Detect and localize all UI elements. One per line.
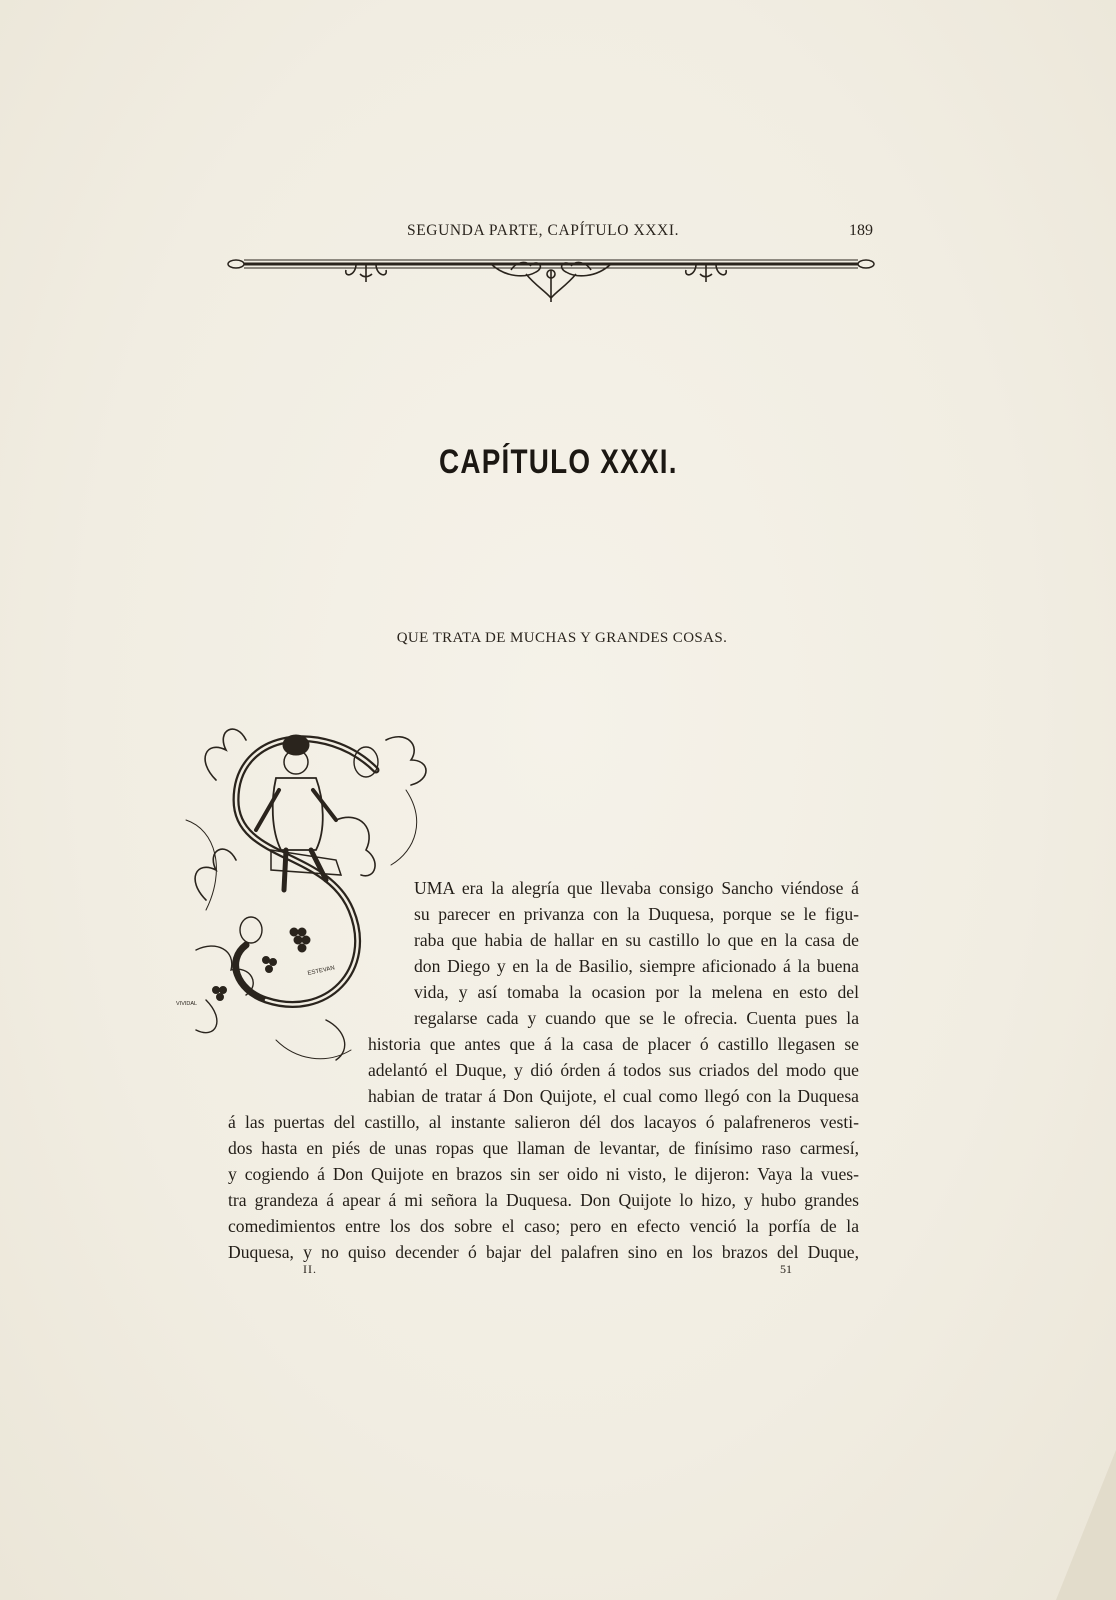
body-line-8: adelantó el Duque, y dió órden á todos sus criados del modo que [368, 1060, 859, 1080]
chapter-subtitle: QUE TRATA DE MUCHAS Y GRANDES COSAS. [396, 630, 728, 646]
body-line-7: historia que antes que á la casa de placer ó castillo llegasen se [368, 1034, 859, 1054]
body-line-5: vida, y así tomaba la ocasion por la melena en esto del [414, 982, 859, 1002]
ornamental-rule [226, 252, 876, 310]
body-line-4: don Diego y en la de Basilio, siempre aficionado á la buena [414, 956, 859, 976]
sheet-number: 51 [780, 1262, 792, 1276]
body-line-10: á las puertas del castillo, al instante salieron dél dos lacayos ó palafreneros vesti- [228, 1112, 859, 1132]
body-line-13: tra grandeza á apear á mi señora la Duquesa. Don Quijote lo hizo, y hubo grandes [228, 1190, 859, 1210]
engraver-signature: ESTEVAN [307, 965, 336, 977]
chapter-title: CAPÍTULO XXXI. [438, 443, 678, 481]
body-line-6: regalarse cada y cuando que se le ofrecia. Cuenta pues la [414, 1008, 859, 1028]
body-line-1: UMA era la alegría que llevaba consigo Sancho viéndose á [414, 878, 859, 898]
running-head: SEGUNDA PARTE, CAPÍTULO XXXI. [407, 222, 680, 239]
artist-signature: VIVIDAL [176, 1001, 198, 1007]
body-line-12: y cogiendo á Don Quijote en brazos sin ser oido ni visto, le dijeron: Vaya la vues- [228, 1164, 859, 1184]
body-line-2: su parecer en privanza con la Duquesa, porque se le figu- [414, 904, 859, 924]
decorated-initial-illustration [176, 700, 436, 1085]
body-line-3: raba que habia de hallar en su castillo lo que en la casa de [414, 930, 859, 950]
page-corner-fold [1056, 1450, 1116, 1600]
body-line-15: Duquesa, y no quiso decender ó bajar del palafren sino en los brazos del Duque, [228, 1242, 859, 1262]
body-line-14: comedimientos entre los dos sobre el caso; pero en efecto venció la porfía de la [228, 1216, 859, 1236]
body-line-9: habian de tratar á Don Quijote, el cual como llegó con la Duquesa [368, 1086, 859, 1106]
volume-signature: II. [303, 1262, 317, 1276]
page-number: 189 [849, 222, 873, 239]
body-line-11: dos hasta en piés de unas ropas que llaman de levantar, de finísimo raso carmesí, [228, 1138, 859, 1158]
